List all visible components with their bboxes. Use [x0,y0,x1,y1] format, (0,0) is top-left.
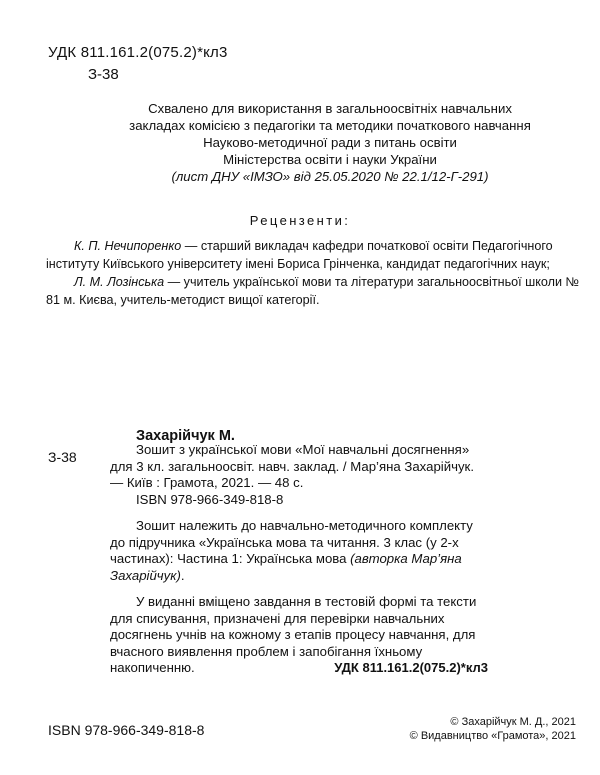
approval-line-3: Науково-методичної ради з питань освіти [203,135,457,150]
reviewer-1 [46,237,580,273]
approval-line-5 [70,168,590,185]
approval-letter-number: від 25.05.2020 № 22.1/12-Г-291 [293,169,485,184]
reviewer-2-text: — учитель української мови та літератури загальноосвітньої школи № 81 м. Києва, учитель-методист вищої категорії. [46,275,580,307]
bibliographic-description [110,442,478,677]
annotation-1-italic: (авторка Мар’яна Захарійчук) [110,551,462,583]
approval-letter-close: ) [484,169,489,184]
catalog-code-mid: З-38 [48,449,77,465]
approval-line-4: Міністерства освіти і науки України [223,152,437,167]
approval-block [70,100,590,185]
copyright-block [380,716,576,743]
copyright-author: © Захарійчук М. Д., 2021 [450,716,576,728]
reviewers-block [46,237,580,309]
isbn-bottom: ISBN 978-966-349-818-8 [48,722,205,738]
reviewer-2 [46,273,580,309]
annotation-1-end: . [180,567,185,583]
reviewers-heading: Рецензенти: [249,213,351,228]
catalog-code-top: З-38 [88,66,119,83]
udc-code-top: УДК 811.161.2(075.2)*кл3 [48,44,228,61]
annotation-1-text: Зошит належить до навчально-методичного комплекту до підручника «Українська мова та читання. 3 клас (у 2-х частинах): Частина 1: Українська мова [110,518,473,566]
copyright-publisher: © Видавництво «Грамота», 2021 [409,729,576,742]
reviewer-1-text: — старший викладач кафедри початкової освіти Педагогічного інституту Київського університету імені Бориса Грінченка, кандидат педагогічних наук; [46,239,553,271]
author-heading: Захарійчук М. [136,428,235,444]
bibliographic-isbn: ISBN 978-966-349-818-8 [136,491,284,507]
reviewer-2-name: Л. М. Лозінська [74,275,165,289]
reviewer-1-name: К. П. Нечипоренко [74,239,182,253]
annotation-paragraph-1 [110,518,478,584]
approval-line-2: закладах комісією з педагогіки та методики початкового навчання [129,118,531,133]
annotation-paragraph-2: У виданні вміщено завдання в тестовій формі та тексти для списування, призначені для перевірки навчальних досягнень учнів на кожному з етапів процесу навчання, для вчасного виявлення проблем і запобігання їхньому накопиченню. [110,594,477,675]
udc-code-bottom: УДК 811.161.2(075.2)*кл3 [334,660,488,675]
approval-line-1: Схвалено для використання в загальноосвітніх навчальних [148,101,512,116]
approval-letter-open: (лист ДНУ «ІМЗО» [171,169,294,184]
bibliographic-entry: Зошит з української мови «Мої навчальні досягнення» для 3 кл. загальноосвіт. навч. заклад. / Мар’яна Захарійчук. — Київ : Грамота, 2021. — 48 с. [110,442,474,490]
